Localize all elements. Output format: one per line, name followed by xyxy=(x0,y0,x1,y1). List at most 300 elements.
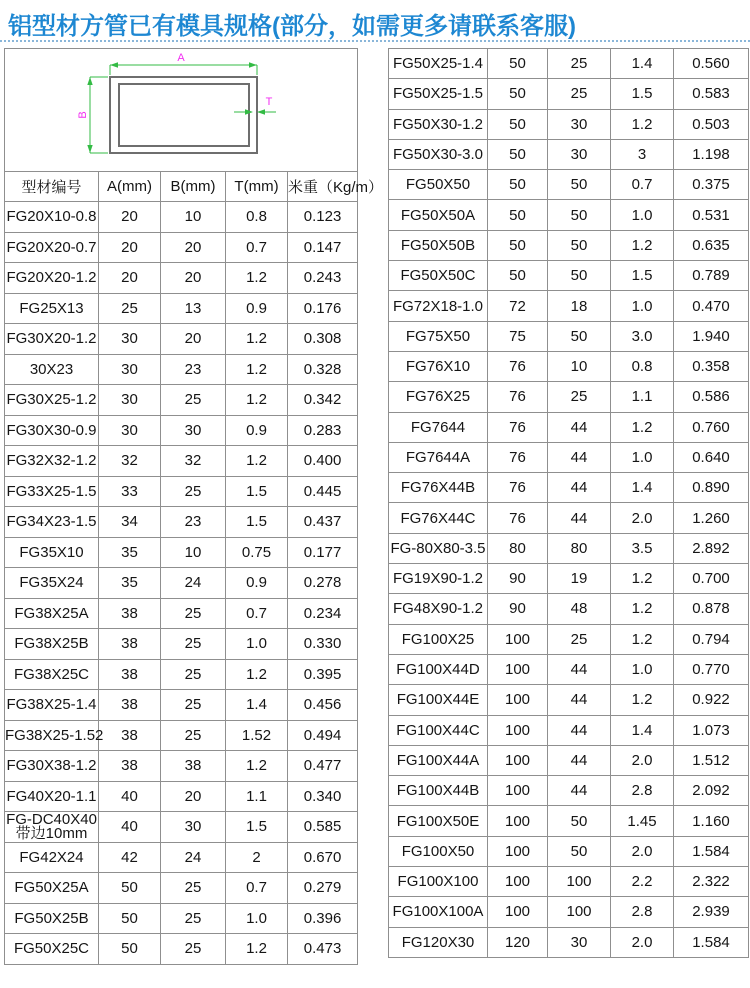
cell: 20 xyxy=(161,781,226,812)
cell: 100 xyxy=(488,654,548,684)
cell: 1.584 xyxy=(674,836,749,866)
table-row xyxy=(5,324,358,355)
cell: FG38X25-1.4 xyxy=(5,690,99,721)
cell: 2 xyxy=(226,842,288,873)
cell: 1.0 xyxy=(226,629,288,660)
cell: 1.2 xyxy=(611,685,674,715)
table-row xyxy=(5,568,358,599)
cell: 0.123 xyxy=(288,202,358,233)
cell: 30 xyxy=(99,415,161,446)
cell: 3.5 xyxy=(611,533,674,563)
cell: 0.9 xyxy=(226,293,288,324)
table-row xyxy=(389,200,749,230)
cell: 1.1 xyxy=(226,781,288,812)
cell: FG30X38-1.2 xyxy=(5,751,99,782)
cell: FG50X25A xyxy=(5,873,99,904)
cell: FG20X20-1.2 xyxy=(5,263,99,294)
cell: 1.5 xyxy=(226,476,288,507)
table-row xyxy=(5,903,358,934)
cell: 0.330 xyxy=(288,629,358,660)
diagram-row xyxy=(5,49,358,172)
cell: 120 xyxy=(488,927,548,957)
cell: FG-DC40X40 带边10mm xyxy=(6,810,97,842)
cell: 0.278 xyxy=(288,568,358,599)
cell: 0.583 xyxy=(674,79,749,109)
cell: 32 xyxy=(161,446,226,477)
cell: 50 xyxy=(548,170,611,200)
cell: 30 xyxy=(161,812,226,843)
cell: 38 xyxy=(161,751,226,782)
cell: 10 xyxy=(161,202,226,233)
cell: FG33X25-1.5 xyxy=(5,476,99,507)
cell: 50 xyxy=(488,170,548,200)
cell: 100 xyxy=(488,745,548,775)
cell: 0.9 xyxy=(226,415,288,446)
cell: 100 xyxy=(488,806,548,836)
table-row xyxy=(389,473,749,503)
cell: 25 xyxy=(161,629,226,660)
cell: 34 xyxy=(99,507,161,538)
cell: 1.2 xyxy=(226,354,288,385)
cell: FG76X10 xyxy=(389,351,488,381)
cell: 35 xyxy=(99,568,161,599)
cell: 50 xyxy=(548,261,611,291)
cell: 44 xyxy=(548,776,611,806)
cell: FG32X32-1.2 xyxy=(5,446,99,477)
cell: 0.340 xyxy=(288,781,358,812)
cell: 30X23 xyxy=(5,354,99,385)
cell: 3.0 xyxy=(611,321,674,351)
cell: FG50X30-3.0 xyxy=(389,139,488,169)
cell: 24 xyxy=(161,568,226,599)
cell: 40 xyxy=(99,781,161,812)
cell: 100 xyxy=(488,776,548,806)
cell: 25 xyxy=(161,476,226,507)
cell: 0.358 xyxy=(674,351,749,381)
cell: FG100X44B xyxy=(389,776,488,806)
cell: 0.283 xyxy=(288,415,358,446)
cell: 1.2 xyxy=(226,324,288,355)
cell: 0.670 xyxy=(288,842,358,873)
cell: 1.584 xyxy=(674,927,749,957)
cell: 30 xyxy=(161,415,226,446)
cell: 25 xyxy=(161,873,226,904)
cell: 80 xyxy=(488,533,548,563)
cell: 20 xyxy=(99,202,161,233)
cell: 100 xyxy=(488,867,548,897)
cell: 0.494 xyxy=(288,720,358,751)
cell: 0.470 xyxy=(674,291,749,321)
cell: 2.0 xyxy=(611,836,674,866)
table-row xyxy=(389,503,749,533)
cell: 44 xyxy=(548,745,611,775)
cell: FG100X44A xyxy=(389,745,488,775)
cell: 44 xyxy=(548,685,611,715)
cell: 50 xyxy=(548,806,611,836)
cell: 1.073 xyxy=(674,715,749,745)
cell: 1.2 xyxy=(226,446,288,477)
cell: 50 xyxy=(488,139,548,169)
cell: 30 xyxy=(548,109,611,139)
cell: FG7644 xyxy=(389,412,488,442)
cell: 1.2 xyxy=(611,230,674,260)
cell: 50 xyxy=(548,200,611,230)
cell: 44 xyxy=(548,503,611,533)
cell: 0.477 xyxy=(288,751,358,782)
cell: 0.234 xyxy=(288,598,358,629)
spec-table-left xyxy=(4,48,384,965)
cell: 100 xyxy=(488,897,548,927)
cell: 0.308 xyxy=(288,324,358,355)
cell: 0.878 xyxy=(674,594,749,624)
cell: 76 xyxy=(488,442,548,472)
cell: 0.243 xyxy=(288,263,358,294)
cell: 25 xyxy=(548,624,611,654)
left-table-body xyxy=(5,202,358,965)
cell: FG100X50E xyxy=(389,806,488,836)
header-weight-kg-m: 米重（Kg/m） xyxy=(288,172,358,202)
cell: FG100X100A xyxy=(389,897,488,927)
cell: 1.2 xyxy=(611,564,674,594)
cell: 40 xyxy=(99,812,161,843)
cell: 0.794 xyxy=(674,624,749,654)
table-row xyxy=(5,690,358,721)
cell: 0.456 xyxy=(288,690,358,721)
cell: 20 xyxy=(99,263,161,294)
cell: 2.092 xyxy=(674,776,749,806)
table-row xyxy=(389,230,749,260)
cell: 76 xyxy=(488,412,548,442)
cell: FG76X44B xyxy=(389,473,488,503)
cell: 0.7 xyxy=(226,598,288,629)
cell: 19 xyxy=(548,564,611,594)
table-row xyxy=(389,867,749,897)
cell: 1.0 xyxy=(611,442,674,472)
cell: 0.503 xyxy=(674,109,749,139)
cell: 72 xyxy=(488,291,548,321)
table-row xyxy=(5,476,358,507)
cell: 100 xyxy=(488,685,548,715)
cell: 25 xyxy=(161,598,226,629)
cell: 1.5 xyxy=(226,812,288,843)
cell: 1.198 xyxy=(674,139,749,169)
cell: FG100X44D xyxy=(389,654,488,684)
cell: 1.4 xyxy=(611,49,674,79)
cell: FG50X25-1.4 xyxy=(389,49,488,79)
cell: 44 xyxy=(548,412,611,442)
cell: 50 xyxy=(488,200,548,230)
cell: FG38X25-1.52 xyxy=(5,720,99,751)
table-row xyxy=(389,897,749,927)
cell: 0.75 xyxy=(226,537,288,568)
cell: 80 xyxy=(548,533,611,563)
cell: 0.9 xyxy=(226,568,288,599)
cell: 38 xyxy=(99,598,161,629)
cell: FG50X25C xyxy=(5,934,99,965)
cell: FG48X90-1.2 xyxy=(389,594,488,624)
cell: FG100X100 xyxy=(389,867,488,897)
cell: 100 xyxy=(488,715,548,745)
cell: 0.560 xyxy=(674,49,749,79)
dimension-t-label: T xyxy=(265,96,272,108)
cell: FG50X25-1.5 xyxy=(389,79,488,109)
cell: 24 xyxy=(161,842,226,873)
spec-table-right xyxy=(388,48,749,958)
cell: 0.922 xyxy=(674,685,749,715)
cell: 25 xyxy=(548,79,611,109)
cell: 76 xyxy=(488,351,548,381)
table-row xyxy=(389,564,749,594)
cell: 2.2 xyxy=(611,867,674,897)
tube-inner-wall xyxy=(119,84,249,146)
table-row xyxy=(5,873,358,904)
table-row xyxy=(389,685,749,715)
cell: 2.322 xyxy=(674,867,749,897)
cell: 50 xyxy=(99,934,161,965)
table-row xyxy=(5,202,358,233)
cell: FG76X25 xyxy=(389,382,488,412)
cell: 1.160 xyxy=(674,806,749,836)
cell: 0.375 xyxy=(674,170,749,200)
cell: 25 xyxy=(161,385,226,416)
dimension-b-label: B xyxy=(76,111,89,119)
cell: 25 xyxy=(161,903,226,934)
table-row xyxy=(389,533,749,563)
table-row xyxy=(5,629,358,660)
cell: 32 xyxy=(99,446,161,477)
cell: 0.585 xyxy=(288,812,358,843)
cell: 38 xyxy=(99,720,161,751)
cell: 10 xyxy=(161,537,226,568)
cell: 30 xyxy=(99,385,161,416)
cell: FG50X50C xyxy=(389,261,488,291)
cell: 0.635 xyxy=(674,230,749,260)
table-row xyxy=(389,291,749,321)
cell: 0.279 xyxy=(288,873,358,904)
cell: FG30X30-0.9 xyxy=(5,415,99,446)
cell: 0.586 xyxy=(674,382,749,412)
cell: 13 xyxy=(161,293,226,324)
cell: FG100X50 xyxy=(389,836,488,866)
cell: 44 xyxy=(548,654,611,684)
table-row xyxy=(389,442,749,472)
cell: FG100X25 xyxy=(389,624,488,654)
cell: 0.770 xyxy=(674,654,749,684)
cell: 25 xyxy=(548,382,611,412)
cell: 50 xyxy=(548,321,611,351)
cell: 0.8 xyxy=(611,351,674,381)
table-row xyxy=(5,659,358,690)
cell: 20 xyxy=(161,324,226,355)
table-row xyxy=(389,594,749,624)
table-row xyxy=(5,934,358,965)
cell: 48 xyxy=(548,594,611,624)
cell: 0.7 xyxy=(611,170,674,200)
cell: 3 xyxy=(611,139,674,169)
cell: 0.531 xyxy=(674,200,749,230)
cell: 100 xyxy=(488,836,548,866)
cell: FG75X50 xyxy=(389,321,488,351)
table-row xyxy=(5,751,358,782)
cell: 1.4 xyxy=(611,715,674,745)
table-row xyxy=(5,415,358,446)
cell: 50 xyxy=(99,873,161,904)
cell: FG30X20-1.2 xyxy=(5,324,99,355)
cell: FG42X24 xyxy=(5,842,99,873)
cell: 0.890 xyxy=(674,473,749,503)
cell: 30 xyxy=(548,139,611,169)
table-row xyxy=(389,927,749,957)
cell: 2.939 xyxy=(674,897,749,927)
cell: FG50X50B xyxy=(389,230,488,260)
cell: 1.0 xyxy=(611,654,674,684)
cell: FG50X30-1.2 xyxy=(389,109,488,139)
cell: 0.7 xyxy=(226,873,288,904)
table-row xyxy=(5,263,358,294)
cell: 1.0 xyxy=(226,903,288,934)
cell: 1.45 xyxy=(611,806,674,836)
cell: 1.2 xyxy=(226,385,288,416)
table-row xyxy=(389,321,749,351)
cell: 50 xyxy=(99,903,161,934)
cell: 18 xyxy=(548,291,611,321)
table-row xyxy=(5,446,358,477)
dimension-a xyxy=(110,52,257,75)
cell: 33 xyxy=(99,476,161,507)
table-row xyxy=(389,49,749,79)
cell: 1.2 xyxy=(611,624,674,654)
cell: 1.940 xyxy=(674,321,749,351)
cell: 44 xyxy=(548,442,611,472)
cell: 0.437 xyxy=(288,507,358,538)
cell: 44 xyxy=(548,473,611,503)
cell: 1.2 xyxy=(611,109,674,139)
cell: 50 xyxy=(548,836,611,866)
cell: 0.640 xyxy=(674,442,749,472)
dimension-t xyxy=(234,96,276,115)
cell: FG35X10 xyxy=(5,537,99,568)
cell: 1.2 xyxy=(226,751,288,782)
cell: 0.342 xyxy=(288,385,358,416)
cell: 100 xyxy=(488,624,548,654)
cell: 2.8 xyxy=(611,897,674,927)
cell: 50 xyxy=(488,49,548,79)
cell: FG25X13 xyxy=(5,293,99,324)
cell: FG40X20-1.1 xyxy=(5,781,99,812)
cell: 2.0 xyxy=(611,503,674,533)
cell: 25 xyxy=(161,934,226,965)
tube-cross-section-diagram xyxy=(5,49,358,172)
cell: 20 xyxy=(161,263,226,294)
cell: 50 xyxy=(488,230,548,260)
cell: 1.5 xyxy=(611,261,674,291)
cell: 2.0 xyxy=(611,745,674,775)
cell: 25 xyxy=(99,293,161,324)
cell: 0.760 xyxy=(674,412,749,442)
cell: FG7644A xyxy=(389,442,488,472)
table-row xyxy=(5,537,358,568)
cell: FG76X44C xyxy=(389,503,488,533)
cell: 75 xyxy=(488,321,548,351)
cell: 0.8 xyxy=(226,202,288,233)
cell: 1.2 xyxy=(611,594,674,624)
cell: FG20X10-0.8 xyxy=(5,202,99,233)
cell: FG38X25B xyxy=(5,629,99,660)
cell: FG50X50A xyxy=(389,200,488,230)
cell: 0.176 xyxy=(288,293,358,324)
cell: 1.2 xyxy=(226,263,288,294)
cell: 1.4 xyxy=(611,473,674,503)
table-row xyxy=(389,715,749,745)
table-row xyxy=(389,170,749,200)
cell: 50 xyxy=(488,79,548,109)
header-a-mm: A(mm) xyxy=(99,172,161,202)
cell: 0.7 xyxy=(226,232,288,263)
dimension-b xyxy=(77,77,108,153)
cell: 50 xyxy=(488,261,548,291)
table-row xyxy=(389,382,749,412)
right-table-body xyxy=(389,49,749,958)
cell: FG100X44E xyxy=(389,685,488,715)
cell: 1.2 xyxy=(226,659,288,690)
cell: 1.2 xyxy=(611,412,674,442)
cell: 0.177 xyxy=(288,537,358,568)
cell: FG20X20-0.7 xyxy=(5,232,99,263)
cell: 1.4 xyxy=(226,690,288,721)
cell: 76 xyxy=(488,473,548,503)
dimension-a-label: A xyxy=(176,52,185,64)
cell: 25 xyxy=(161,659,226,690)
cell: 38 xyxy=(99,629,161,660)
header-profile-code: 型材编号 xyxy=(5,172,99,202)
table-row xyxy=(5,812,358,843)
cell: 25 xyxy=(161,720,226,751)
cell: FG50X50 xyxy=(389,170,488,200)
cell: FG30X25-1.2 xyxy=(5,385,99,416)
cell: 1.0 xyxy=(611,291,674,321)
cell: FG35X24 xyxy=(5,568,99,599)
cell: 35 xyxy=(99,537,161,568)
table-row xyxy=(5,781,358,812)
cell: 100 xyxy=(548,897,611,927)
cell: 25 xyxy=(161,690,226,721)
cell: 1.52 xyxy=(226,720,288,751)
cell: 30 xyxy=(99,324,161,355)
table-row xyxy=(389,745,749,775)
cell: 2.0 xyxy=(611,927,674,957)
cell: 10 xyxy=(548,351,611,381)
page-title: 铝型材方管已有模具规格(部分，如需更多请联系客服) xyxy=(8,13,576,40)
cell: FG19X90-1.2 xyxy=(389,564,488,594)
cell: FG120X30 xyxy=(389,927,488,957)
tube-outer-wall xyxy=(110,77,257,153)
cell: 20 xyxy=(99,232,161,263)
cell: 1.2 xyxy=(226,934,288,965)
cell: 50 xyxy=(488,109,548,139)
header-b-mm: B(mm) xyxy=(161,172,226,202)
cell: 100 xyxy=(548,867,611,897)
table-row xyxy=(389,139,749,169)
table-row xyxy=(389,776,749,806)
cell: 23 xyxy=(161,507,226,538)
cell: 90 xyxy=(488,564,548,594)
cell: 0.396 xyxy=(288,903,358,934)
cell: FG50X25B xyxy=(5,903,99,934)
table-row xyxy=(5,293,358,324)
table-row xyxy=(5,354,358,385)
cell: 38 xyxy=(99,659,161,690)
cell: 90 xyxy=(488,594,548,624)
